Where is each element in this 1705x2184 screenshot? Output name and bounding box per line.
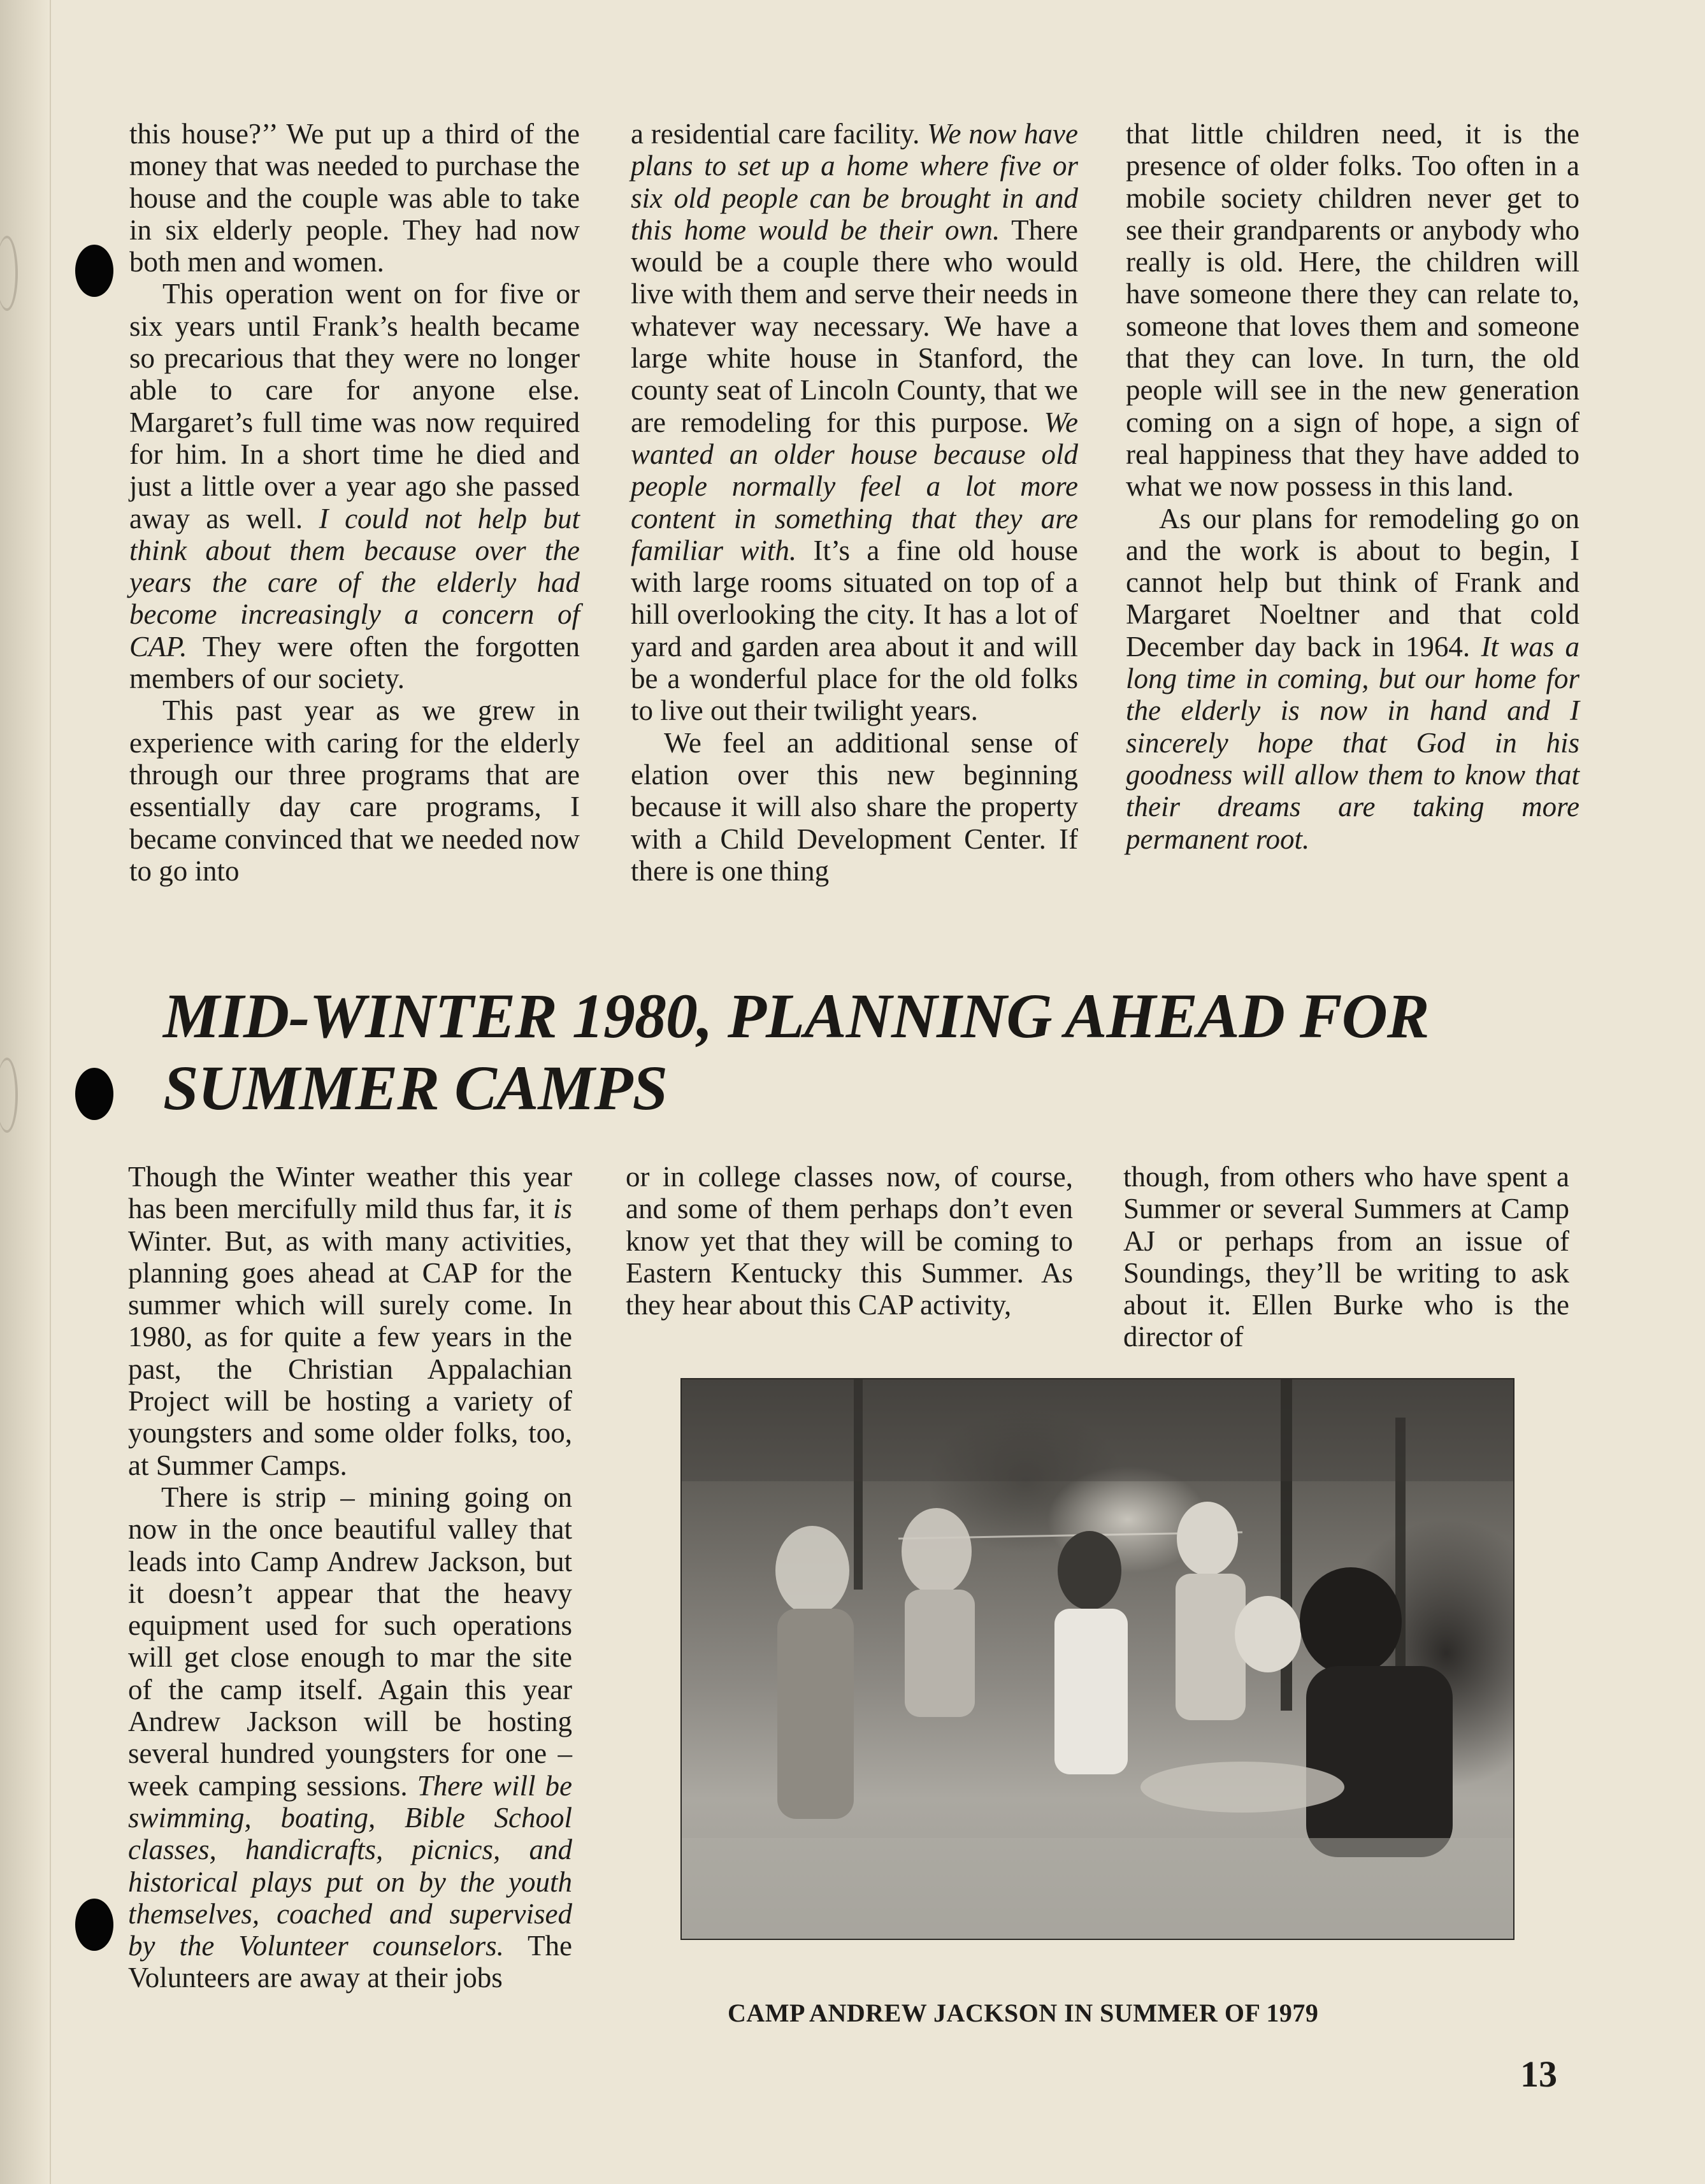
text-run: Though the Winter weather this year has been mercifully mild thus far, it xyxy=(128,1161,572,1225)
page-number: 13 xyxy=(1520,2053,1557,2095)
article-column-2 xyxy=(631,118,1078,887)
photo-caption: CAMP ANDREW JACKSON IN SUMMER OF 1979 xyxy=(728,1999,1319,2027)
binder-hole-bottom xyxy=(75,1899,113,1951)
headline-line-2: SUMMER CAMPS xyxy=(163,1052,668,1123)
article-column-1 xyxy=(129,118,580,887)
text-run: As our plans for remodeling go on and the work is about to begin, I cannot help but think of Frank and Margaret Noeltner and that cold December day back in 1964. xyxy=(1126,502,1579,663)
paragraph xyxy=(129,278,580,694)
text-run: There would be a couple there who would live with them and serve their needs in whatever way necessary. We have a large white house in Stanford, the county seat of Lincoln County, that we are remodeling for this purpose. xyxy=(631,213,1078,438)
camp-column-2 xyxy=(626,1161,1073,1321)
paragraph xyxy=(128,1161,572,1481)
italic-text: We now have plans to set up a home where five or six old people can be brought in and this home would be their own. xyxy=(631,118,1079,246)
camp-column-3 xyxy=(1123,1161,1569,1353)
text-run: There is strip – mining going on now in the once beautiful valley that leads into Camp Andrew Jackson, but it doesn’t appear that the heavy equipment used for such operations will get close enough to mar the site of the camp itself. Again this year Andrew Jackson will be hosting several hundred youngsters for one – week camping sessions. xyxy=(128,1481,572,1802)
paragraph xyxy=(1126,118,1579,503)
text-run: or in college classes now, of course, and some of them perhaps don’t even know yet that they will be coming to Eastern Kentucky this Summer. As they hear about this CAP activity, xyxy=(626,1161,1073,1321)
camp-column-1 xyxy=(128,1161,572,1994)
article-column-3 xyxy=(1126,118,1579,855)
italic-text: There will be swimming, boating, Bible School classes, handicrafts, picnics, and historical plays put on by the youth themselves, coached and supervised by the Volunteer counselors. xyxy=(128,1769,573,1962)
camp-photo xyxy=(680,1378,1514,1940)
paragraph xyxy=(1126,503,1579,855)
paragraph xyxy=(626,1161,1073,1321)
paragraph xyxy=(631,727,1078,887)
text-run: The Volunteers are away at their jobs xyxy=(128,1930,572,1994)
italic-text: I could not help but think about them because over the years the care of the elderly had become increasingly a concern of CAP. xyxy=(129,502,580,663)
headline-line-1: MID-WINTER 1980, PLANNING AHEAD FOR xyxy=(163,981,1429,1051)
text-run: They were often the forgotten members of our society. xyxy=(129,630,580,695)
text-run: that little children need, it is the presence of older folks. Too often in a mobile society children never get to see their grandparents or anybody who really is old. Here, the children will have someone there they can relate to, someone that loves them and someone that they can love. In turn, the old people will see in the new generation coming on a sign of hope, a sign of real happiness that they have added to what we now possess in this land. xyxy=(1126,118,1579,503)
text-run: this house?’’ We put up a third of the money that was needed to purchase the house and the couple was able to take in six elderly people. They had now both men and women. xyxy=(129,118,580,278)
text-run: This past year as we grew in experience with caring for the elderly through our three programs that are essentially day care programs, I became convinced that we needed now to go into xyxy=(129,694,580,887)
paragraph xyxy=(1123,1161,1569,1353)
text-run: This operation went on for five or six years until Frank’s health became so precarious that they were no longer able to care for anyone else. Margaret’s full time was now required for him. In a short time he died and just a little over a year ago she passed away as well. xyxy=(129,278,580,535)
paragraph xyxy=(128,1481,572,1994)
text-run: a residential care facility. xyxy=(631,118,928,150)
text-run: Winter. But, as with many activities, planning goes ahead at CAP for the summer which will surely come. In 1980, as for quite a few years in the past, the Christian Appalachian Project will be hosting a variety of youngsters and some older folks, too, at Summer Camps. xyxy=(128,1225,572,1481)
italic-text: It was a long time in coming, but our home for the elderly is now in hand and I sincerely hope that God in his goodness will allow them to know that their dreams are taking more permanent root. xyxy=(1126,630,1580,855)
paragraph xyxy=(129,118,580,278)
text-run: We feel an additional sense of elation over this new beginning because it will also share the property with a Child Development Center. If there is one thing xyxy=(631,726,1078,887)
binder-hole-middle xyxy=(75,1068,113,1120)
paragraph xyxy=(129,694,580,887)
text-run: It’s a fine old house with large rooms situated on top of a hill overlooking the city. It has a lot of yard and garden area about it and will be a wonderful place for the old folks to live out their twilight years. xyxy=(631,534,1078,727)
paragraph xyxy=(631,118,1078,727)
italic-text: is xyxy=(552,1193,572,1225)
binder-hole-top xyxy=(75,245,113,297)
camp-photo-scene xyxy=(682,1379,1513,1939)
text-run: though, from others who have spent a Summer or several Summers at Camp AJ or perhaps from an issue of Soundings, they’ll be writing to ask about it. Ellen Burke who is the director of xyxy=(1123,1161,1569,1353)
headline xyxy=(163,980,1603,1124)
italic-text: We wanted an older house because old people normally feel a lot more content in something that they are familiar with. xyxy=(631,406,1078,566)
